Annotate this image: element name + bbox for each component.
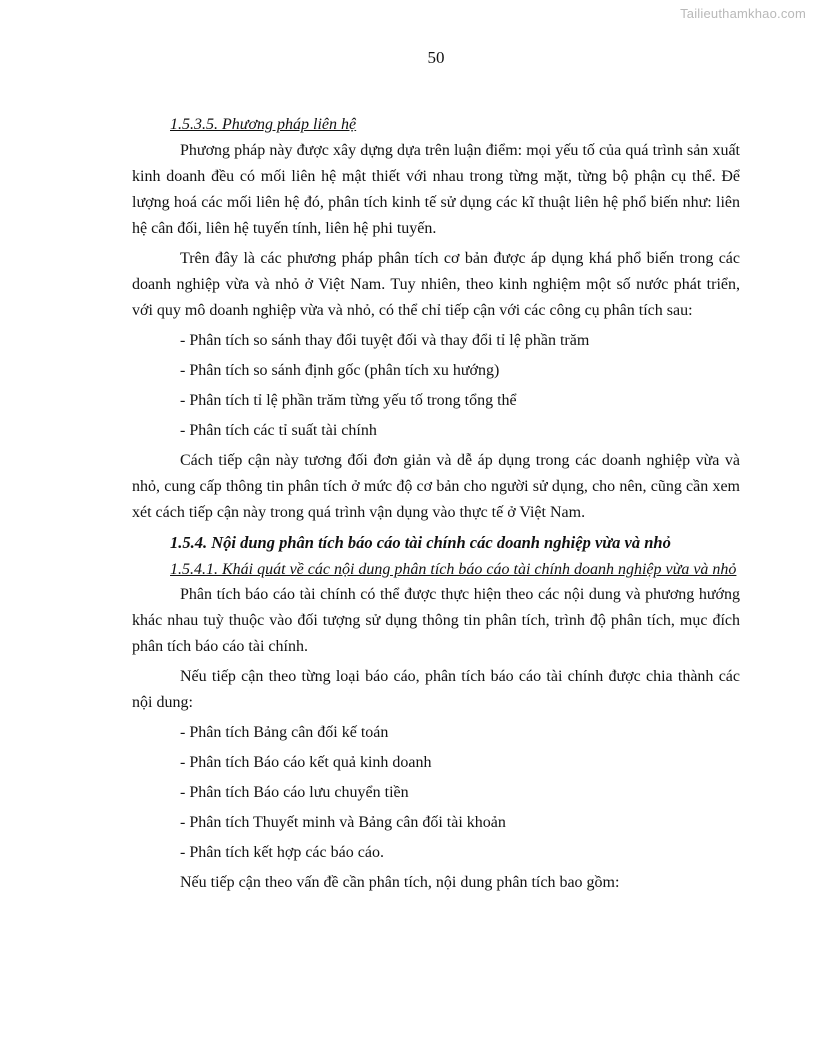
list-item: - Phân tích tỉ lệ phần trăm từng yếu tố trong tổng thể (180, 392, 517, 409)
page-number: 50 (427, 48, 445, 67)
watermark: Tailieuthamkhao.com (680, 6, 806, 21)
paragraph: Trên đây là các phương pháp phân tích cơ bản được áp dụng khá phổ biến trong các doanh nghiệp vừa và nhỏ ở Việt Nam. Tuy nhiên, theo kinh nghiệm một số nước phát triển, với quy mô doanh nghiệp vừa và nhỏ, có thể chỉ tiếp cận với các công cụ phân tích sau: (132, 250, 740, 319)
heading-1-5-4: 1.5.4. Nội dung phân tích báo cáo tài chính các doanh nghiệp vừa và nhỏ (170, 533, 671, 552)
list-item: - Phân tích so sánh thay đổi tuyệt đối và thay đổi tỉ lệ phần trăm (180, 332, 590, 349)
heading-1-5-4-1: 1.5.4.1. Khái quát về các nội dung phân tích báo cáo tài chính doanh nghiệp vừa và nhỏ (170, 561, 737, 578)
document-body (132, 112, 740, 900)
report-analysis-list (132, 720, 740, 866)
paragraph: Phân tích báo cáo tài chính có thể được thực hiện theo các nội dung và phương hướng khác nhau tuỳ thuộc vào đối tượng sử dụng thông tin phân tích, trình độ phân tích, mục đích phân tích báo cáo tài chính. (132, 586, 740, 655)
list-item: - Phân tích Báo cáo lưu chuyển tiền (180, 784, 409, 801)
analysis-tools-list (132, 328, 740, 444)
list-item: - Phân tích Bảng cân đối kế toán (180, 724, 389, 741)
heading-1-5-3-5: 1.5.3.5. Phương pháp liên hệ (170, 116, 357, 133)
list-item: - Phân tích Thuyết minh và Bảng cân đối tài khoản (180, 814, 506, 831)
list-item: - Phân tích Báo cáo kết quả kinh doanh (180, 754, 432, 771)
list-item: - Phân tích kết hợp các báo cáo. (180, 844, 384, 861)
paragraph: Nếu tiếp cận theo từng loại báo cáo, phân tích báo cáo tài chính được chia thành các nội dung: (132, 668, 740, 711)
list-item: - Phân tích so sánh định gốc (phân tích xu hướng) (180, 362, 500, 379)
list-item: - Phân tích các tỉ suất tài chính (180, 422, 377, 439)
paragraph: Nếu tiếp cận theo vấn đề cần phân tích, nội dung phân tích bao gồm: (180, 874, 620, 891)
paragraph: Cách tiếp cận này tương đối đơn giản và dễ áp dụng trong các doanh nghiệp vừa và nhỏ, cung cấp thông tin phân tích ở mức độ cơ bản cho người sử dụng, cho nên, cũng cần xem xét cách tiếp cận này trong quá trình vận dụng vào thực tế ở Việt Nam. (132, 452, 740, 521)
paragraph: Phương pháp này được xây dựng dựa trên luận điểm: mọi yếu tố của quá trình sản xuất kinh doanh đều có mối liên hệ mật thiết với nhau trong từng mặt, từng bộ phận cụ thể. Để lượng hoá các mối liên hệ đó, phân tích kinh tế sử dụng các kĩ thuật liên hệ phổ biến như: liên hệ cân đối, liên hệ tuyến tính, liên hệ phi tuyến. (132, 142, 740, 237)
